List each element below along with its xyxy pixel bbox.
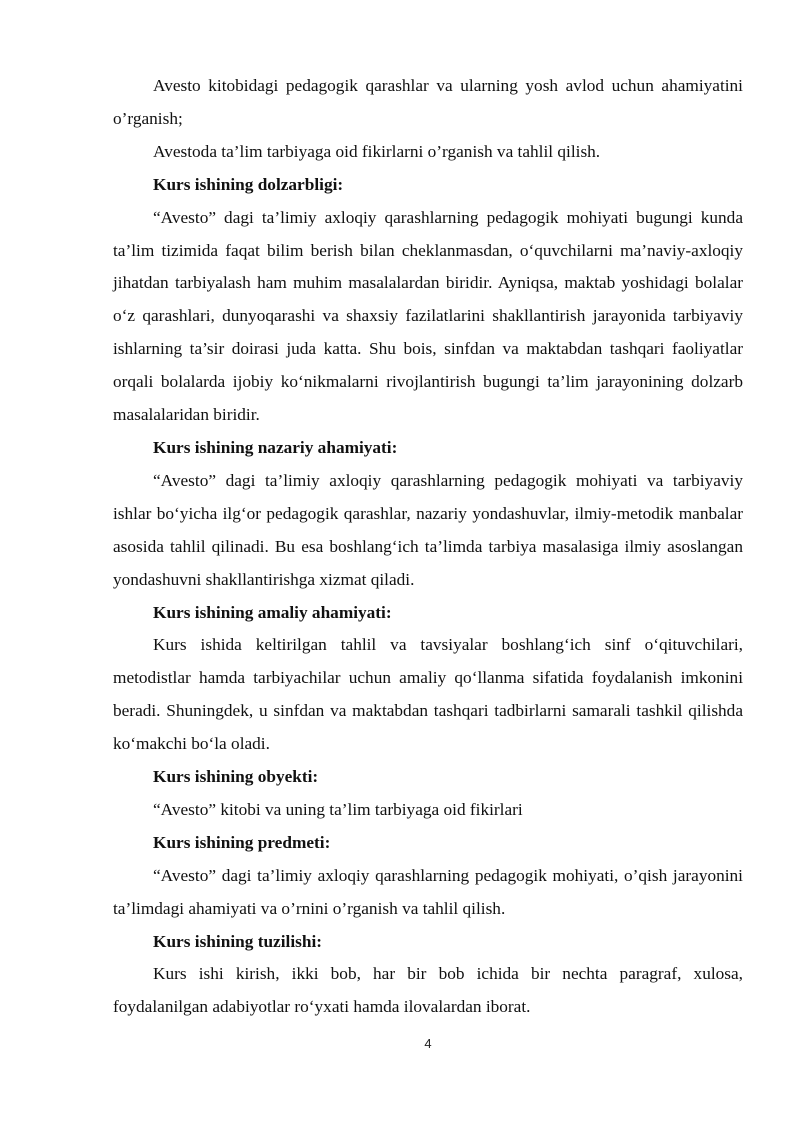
section-text-obyekti: “Avesto” kitobi va uning ta’lim tarbiyaga oid fikirlari — [153, 799, 523, 819]
section-text-tuzilishi: Kurs ishi kirish, ikki bob, har bir bob ichida bir nechta paragraf, xulosa, foydalanilgan adabiyotlar ro‘yxati hamda ilovalardan iborat. — [113, 964, 743, 1017]
section-heading-predmeti: Kurs ishining predmeti: — [153, 832, 331, 852]
intro-paragraph-2: Avestoda ta’lim tarbiyaga oid fikirlarni o’rganish va tahlil qilish. — [153, 141, 601, 161]
section-text-dolzarbligi: “Avesto” dagi ta’limiy axloqiy qarashlarning pedagogik mohiyati bugungi kunda ta’lim tizimida faqat bilim berish bilan cheklanmasdan, o‘quvchilarni ma’naviy-axloqiy jihatdan tarbiyalash ham muhim masalalardan biridir. Ayniqsa, maktab yoshidagi bolalar o‘z qarashlari, dunyoqarashi va shaxsiy fazilatlarini shakllantirish jarayonida tarbiyaviy ishlarning ta’sir doirasi juda katta. Shu bois, sinfdan va maktabdan tashqari faoliyatlar orqali bolalarda ijobiy ko‘nikmalarni rivojlantirish bugungi ta’lim jarayonining dolzarb masalalaridan biridir. — [113, 207, 743, 425]
section-heading-obyekti: Kurs ishining obyekti: — [153, 767, 319, 787]
section-heading-dolzarbligi: Kurs ishining dolzarbligi: — [153, 174, 344, 194]
section-text-nazariy: “Avesto” dagi ta’limiy axloqiy qarashlarning pedagogik mohiyati va tarbiyaviy ishlar bo‘yicha ilg‘or pedagogik qarashlar, nazariy yondashuvlar, ilmiy-metodik manbalar asosida tahlil qilinadi. Bu esa boshlang‘ich ta’limda tarbiya masalasiga ilmiy asoslangan yondashuvni shakllantirishga xizmat qiladi. — [113, 470, 743, 589]
document-page — [113, 70, 743, 1024]
section-text-amaliy: Kurs ishida keltirilgan tahlil va tavsiyalar boshlang‘ich sinf o‘qituvchilari, metodistlar hamda tarbiyachilar uchun amaliy qo‘llanma sifatida foydalanish imkonini beradi. Shuningdek, u sinfdan va maktabdan tashqari tadbirlarni samarali tashkil qilishda ko‘makchi bo‘la oladi. — [113, 635, 743, 754]
section-heading-amaliy: Kurs ishining amaliy ahamiyati: — [153, 602, 392, 622]
section-heading-tuzilishi: Kurs ishining tuzilishi: — [153, 931, 323, 951]
section-heading-nazariy: Kurs ishining nazariy ahamiyati: — [153, 437, 398, 457]
page-number: 4 — [424, 1036, 432, 1051]
section-text-predmeti: “Avesto” dagi ta’limiy axloqiy qarashlarning pedagogik mohiyati, o’qish jarayonini ta’limdagi ahamiyati va o’rnini o’rganish va tahlil qilish. — [113, 865, 743, 918]
intro-paragraph-1: Avesto kitobidagi pedagogik qarashlar va ularning yosh avlod uchun ahamiyatini o’rganish; — [113, 76, 743, 128]
